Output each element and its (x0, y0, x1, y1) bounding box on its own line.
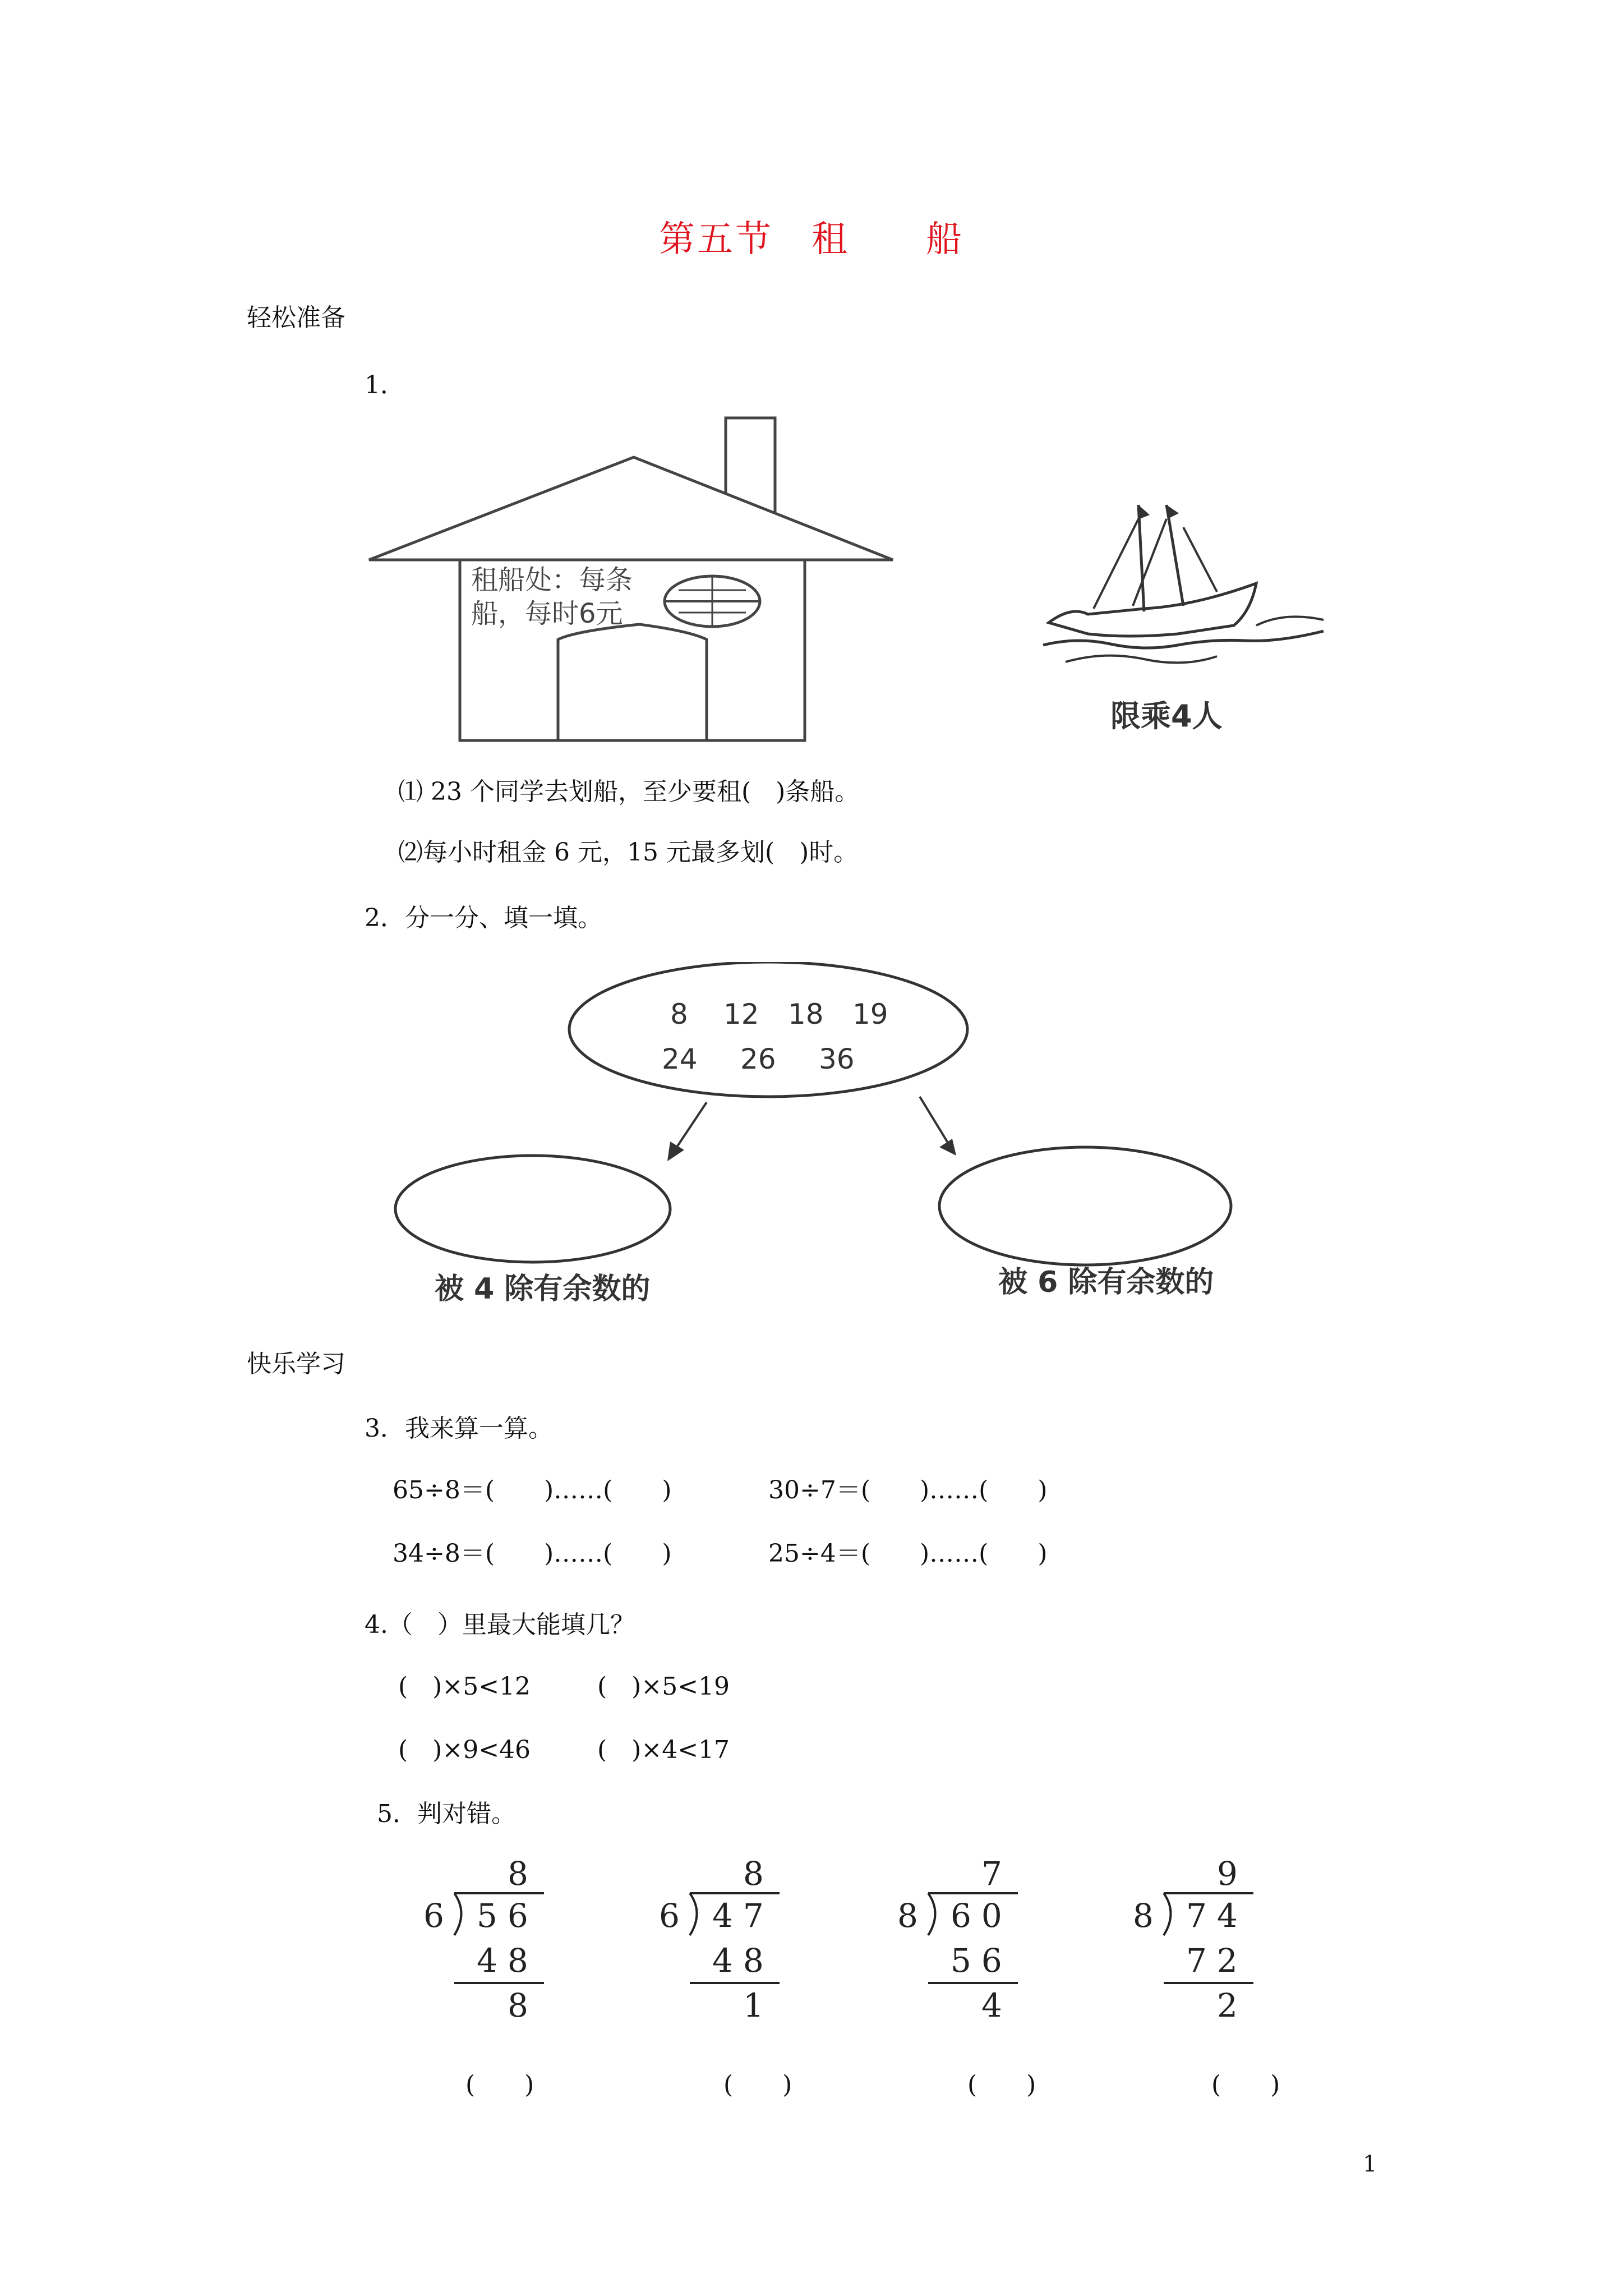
product: 48 (712, 1941, 774, 1980)
house-sign-line1: 租船处：每条 (471, 564, 633, 596)
calc-item: 34÷8＝( )……( ) (393, 1539, 672, 1568)
inequality-item: ( )×5<19 (597, 1672, 730, 1701)
divisor: 6 (423, 1897, 454, 1935)
question-1-sub-2: ⑵每小时租金 6 元，15 元最多划( )时。 (398, 838, 859, 867)
dividend: 74 (1186, 1897, 1248, 1935)
page-number: 1 (1363, 2151, 1377, 2177)
quotient: 8 (743, 1855, 774, 1893)
answer-blank[interactable]: ( ) (1211, 2070, 1280, 2099)
door-icon (558, 624, 707, 740)
quotient: 8 (508, 1855, 538, 1893)
pool-number: 8 (670, 998, 688, 1030)
dividend: 47 (712, 1897, 774, 1935)
question-3-title: 3．我来算一算。 (365, 1414, 553, 1443)
pool-number: 26 (740, 1043, 776, 1075)
boat-illustration (1032, 494, 1346, 740)
answer-blank[interactable]: ( ) (723, 2070, 792, 2099)
dividend: 60 (951, 1897, 1012, 1935)
calc-item: 25÷4＝( )……( ) (768, 1539, 1048, 1568)
divisor: 8 (897, 1897, 928, 1935)
remainder: 8 (508, 1986, 538, 2024)
inequality-item: ( )×4<17 (597, 1736, 730, 1764)
long-division-3 (889, 1851, 1057, 2036)
right-arrow-icon (920, 1097, 951, 1147)
quotient: 9 (1217, 1855, 1248, 1893)
question-1-sub-1: ⑴ 23 个同学去划船，至少要租( )条船。 (398, 777, 860, 806)
question-1-number: 1． (365, 371, 405, 399)
long-division-4 (1124, 1851, 1293, 2036)
answer-blank[interactable]: ( ) (465, 2070, 534, 2099)
boat-rental-house-illustration (359, 409, 909, 746)
right-oval-label: 被 6 除有余数的 (998, 1266, 1214, 1299)
boat-capacity-label: 限乘4人 (1110, 698, 1223, 734)
dividend: 56 (477, 1897, 538, 1935)
remainder: 2 (1217, 1986, 1248, 2024)
inequality-item: ( )×5<12 (398, 1672, 531, 1701)
pool-number: 24 (662, 1043, 698, 1075)
question-5-title: 5．判对错。 (377, 1800, 516, 1828)
calc-item: 65÷8＝( )……( ) (393, 1476, 672, 1504)
section-heading-prepare: 轻松准备 (247, 303, 345, 332)
divisible-by-6-remainder-oval[interactable] (939, 1147, 1231, 1265)
product: 56 (951, 1941, 1012, 1980)
pool-number: 19 (852, 998, 888, 1030)
page-title: 第五节 租 船 (659, 219, 964, 260)
remainder: 1 (743, 1986, 774, 2024)
pool-number: 36 (819, 1043, 855, 1075)
long-division-2 (651, 1851, 819, 2036)
number-sort-diagram (381, 962, 1279, 1321)
inequality-item: ( )×9<46 (398, 1736, 531, 1764)
remainder: 4 (981, 1986, 1012, 2024)
pool-number: 18 (788, 998, 824, 1030)
divisor: 6 (659, 1897, 690, 1935)
quotient: 7 (981, 1855, 1012, 1893)
divisible-by-4-remainder-oval[interactable] (395, 1156, 670, 1262)
calc-item: 30÷7＝( )……( ) (768, 1476, 1048, 1504)
pool-number: 12 (723, 998, 759, 1030)
left-arrow-icon (673, 1102, 707, 1153)
product: 48 (477, 1941, 538, 1980)
long-division-1 (415, 1851, 583, 2036)
answer-blank[interactable]: ( ) (967, 2070, 1036, 2099)
number-pool-oval (569, 962, 967, 1097)
house-sign-line2: 船，每时6元 (471, 598, 623, 629)
section-heading-happy-learning: 快乐学习 (247, 1350, 345, 1378)
divisor: 8 (1133, 1897, 1164, 1935)
question-4-title: 4.（ ）里最大能填几？ (365, 1611, 635, 1639)
left-oval-label: 被 4 除有余数的 (435, 1272, 651, 1306)
question-2-title: 2．分一分、填一填。 (365, 904, 602, 932)
product: 72 (1186, 1941, 1248, 1980)
